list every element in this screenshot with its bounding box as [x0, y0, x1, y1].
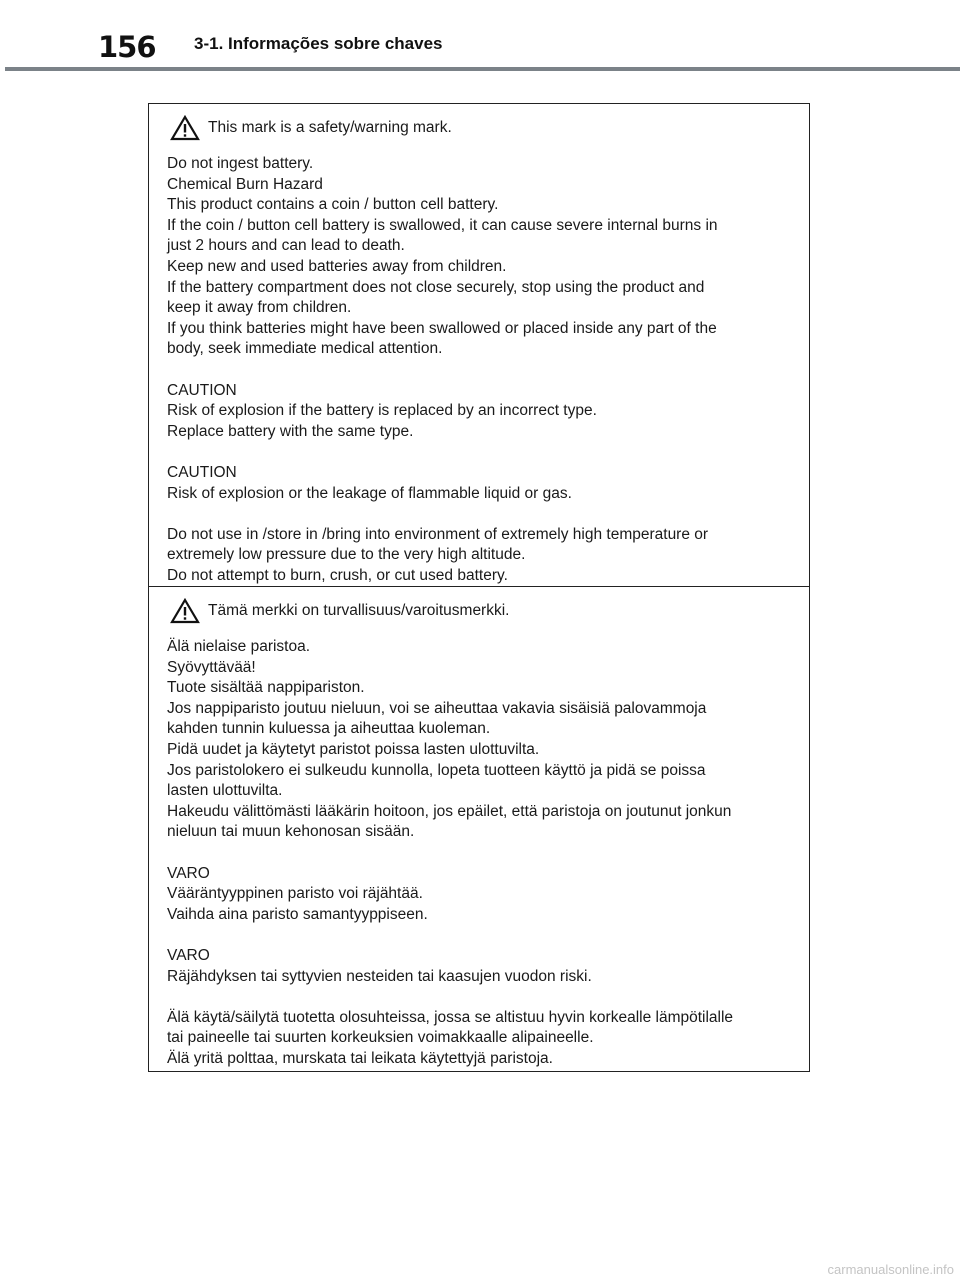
- site-watermark: carmanualsonline.info: [827, 1262, 954, 1277]
- warning-line: Pidä uudet ja käytetyt paristot poissa lasten ulottuvilta.: [167, 740, 540, 758]
- warning-line: If the coin / button cell battery is swallowed, it can cause severe internal burns in: [167, 216, 718, 234]
- page-number: 156: [98, 30, 156, 64]
- caution-heading: CAUTION: [167, 381, 237, 399]
- warning-line: kahden tunnin kuluessa ja aiheuttaa kuoleman.: [167, 720, 491, 738]
- safety-mark-row: [170, 597, 795, 625]
- safety-mark-label: Tämä merkki on turvallisuus/varoitusmerkki.: [208, 602, 510, 619]
- page-header: [0, 0, 960, 70]
- warning-line: Do not attempt to burn, crush, or cut used battery.: [167, 566, 508, 584]
- warning-line: Keep new and used batteries away from children.: [167, 257, 507, 275]
- warning-line: Älä nielaise paristoa.: [167, 638, 311, 655]
- paragraph-gap: [167, 504, 795, 525]
- warning-line: just 2 hours and can lead to death.: [167, 237, 405, 255]
- warning-line: Risk of explosion or the leakage of flammable liquid or gas.: [167, 484, 572, 502]
- caution-heading: VARO: [167, 864, 210, 882]
- warning-line: lasten ulottuvilta.: [167, 782, 283, 800]
- safety-mark-row: [170, 114, 795, 142]
- paragraph-gap: [167, 925, 795, 946]
- warning-line: Vääräntyyppinen paristo voi räjähtää.: [167, 885, 423, 903]
- warning-line: Älä yritä polttaa, murskata tai leikata käytettyjä paristoja.: [167, 1049, 553, 1067]
- warning-line: Tuote sisältää nappipariston.: [167, 679, 365, 697]
- paragraph-gap: [167, 360, 795, 381]
- paragraph-gap: [167, 843, 795, 864]
- warning-line: Jos paristolokero ei sulkeudu kunnolla, lopeta tuotteen käyttö ja pidä se poissa: [167, 761, 706, 779]
- battery-warning-finnish: [148, 586, 810, 1072]
- warning-line: Vaihda aina paristo samantyyppiseen.: [167, 905, 428, 923]
- warning-line: nieluun tai muun kehonosan sisään.: [167, 823, 415, 841]
- warning-line: If you think batteries might have been swallowed or placed inside any part of the: [167, 319, 717, 337]
- warning-line: Replace battery with the same type.: [167, 422, 414, 440]
- warning-line: If the battery compartment does not close securely, stop using the product and: [167, 278, 705, 296]
- warning-line: Älä käytä/säilytä tuotetta olosuhteissa, jossa se altistuu hyvin korkealle lämpötilalle: [167, 1008, 734, 1026]
- warning-line: Do not ingest battery.: [167, 155, 314, 172]
- warning-line: Do not use in /store in /bring into environment of extremely high temperature or: [167, 525, 709, 543]
- warning-line: Syövyttävää!: [167, 658, 256, 676]
- warning-triangle-icon: [170, 115, 200, 141]
- battery-warning-english: [148, 103, 810, 587]
- caution-heading: CAUTION: [167, 463, 237, 481]
- warning-line: Räjähdyksen tai syttyvien nesteiden tai kaasujen vuodon riski.: [167, 967, 592, 985]
- warning-text: [167, 154, 795, 586]
- section-title: 3-1. Informações sobre chaves: [194, 34, 443, 53]
- warning-line: extremely low pressure due to the very high altitude.: [167, 546, 526, 564]
- warning-line: body, seek immediate medical attention.: [167, 340, 443, 358]
- caution-heading: VARO: [167, 946, 210, 964]
- warning-text: [167, 637, 795, 1069]
- warning-line: Chemical Burn Hazard: [167, 175, 323, 193]
- warning-line: Risk of explosion if the battery is replaced by an incorrect type.: [167, 402, 597, 420]
- warning-line: Jos nappiparisto joutuu nieluun, voi se aiheuttaa vakavia sisäisiä palovammoja: [167, 699, 707, 717]
- paragraph-gap: [167, 442, 795, 463]
- paragraph-gap: [167, 987, 795, 1008]
- warning-line: Hakeudu välittömästi lääkärin hoitoon, jos epäilet, että paristoja on joutunut jonkun: [167, 802, 732, 820]
- warning-triangle-icon: [170, 598, 200, 624]
- header-divider: [5, 67, 960, 71]
- warning-line: keep it away from children.: [167, 299, 352, 317]
- warning-line: This product contains a coin / button cell battery.: [167, 196, 499, 214]
- warning-line: tai paineelle tai suurten korkeuksien voimakkaalle alipaineelle.: [167, 1029, 594, 1047]
- safety-mark-label: This mark is a safety/warning mark.: [208, 119, 452, 136]
